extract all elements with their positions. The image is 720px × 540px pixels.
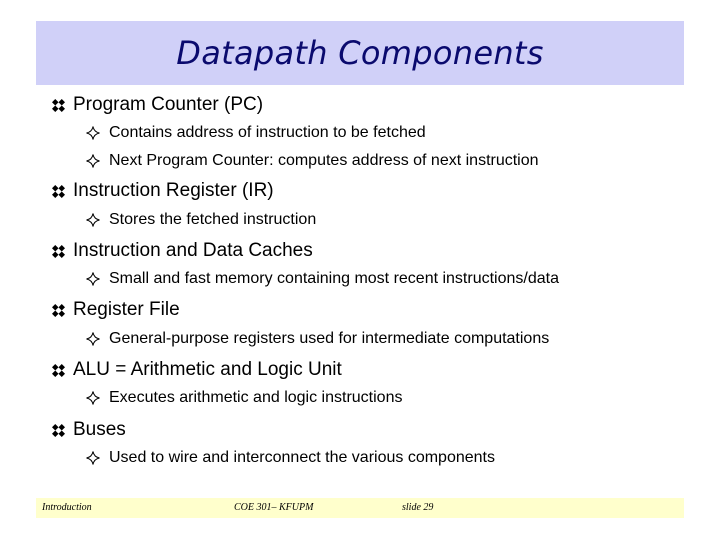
bullet-item bbox=[52, 180, 274, 202]
bullet-item bbox=[52, 359, 342, 381]
bullet-item bbox=[52, 240, 313, 262]
diamond-bullet-icon bbox=[52, 304, 65, 317]
sub-bullet-item bbox=[86, 124, 426, 142]
sub-bullet-label: Executes arithmetic and logic instructions bbox=[109, 389, 403, 406]
four-point-star-bullet-icon bbox=[86, 213, 100, 227]
sub-bullet-item bbox=[86, 211, 316, 229]
footer-slide-number: slide 29 bbox=[402, 502, 434, 513]
four-point-star-bullet-icon bbox=[86, 272, 100, 286]
sub-bullet-item bbox=[86, 330, 549, 348]
footer-section: Introduction bbox=[42, 502, 92, 513]
sub-bullet-item bbox=[86, 152, 539, 170]
sub-bullet-label: Small and fast memory containing most recent instructions/data bbox=[109, 270, 559, 287]
bullet-label: Buses bbox=[73, 419, 126, 440]
sub-bullet-label: Next Program Counter: computes address of next instruction bbox=[109, 152, 539, 169]
bullet-label: ALU = Arithmetic and Logic Unit bbox=[73, 359, 342, 380]
diamond-bullet-icon bbox=[52, 424, 65, 437]
slide-title: Datapath Components bbox=[176, 34, 544, 72]
diamond-bullet-icon bbox=[52, 185, 65, 198]
diamond-bullet-icon bbox=[52, 99, 65, 112]
bullet-item bbox=[52, 419, 126, 441]
bullet-item bbox=[52, 94, 263, 116]
bullet-label: Instruction and Data Caches bbox=[73, 240, 313, 261]
sub-bullet-label: Contains address of instruction to be fetched bbox=[109, 124, 426, 141]
sub-bullet-label: Used to wire and interconnect the various components bbox=[109, 449, 495, 466]
diamond-bullet-icon bbox=[52, 364, 65, 377]
footer-bar bbox=[36, 498, 684, 518]
sub-bullet-label: Stores the fetched instruction bbox=[109, 211, 317, 228]
bullet-label: Instruction Register (IR) bbox=[73, 180, 274, 201]
sub-bullet-label: General-purpose registers used for intermediate computations bbox=[109, 330, 550, 347]
sub-bullet-item bbox=[86, 270, 559, 288]
four-point-star-bullet-icon bbox=[86, 126, 100, 140]
sub-bullet-item bbox=[86, 389, 402, 407]
bullet-label: Register File bbox=[73, 299, 180, 320]
diamond-bullet-icon bbox=[52, 245, 65, 258]
four-point-star-bullet-icon bbox=[86, 451, 100, 465]
four-point-star-bullet-icon bbox=[86, 391, 100, 405]
four-point-star-bullet-icon bbox=[86, 154, 100, 168]
sub-bullet-item bbox=[86, 449, 495, 467]
bullet-label: Program Counter (PC) bbox=[73, 94, 264, 115]
four-point-star-bullet-icon bbox=[86, 332, 100, 346]
title-bar bbox=[36, 21, 684, 85]
bullet-item bbox=[52, 299, 180, 321]
footer-course: COE 301– KFUPM bbox=[234, 502, 314, 513]
